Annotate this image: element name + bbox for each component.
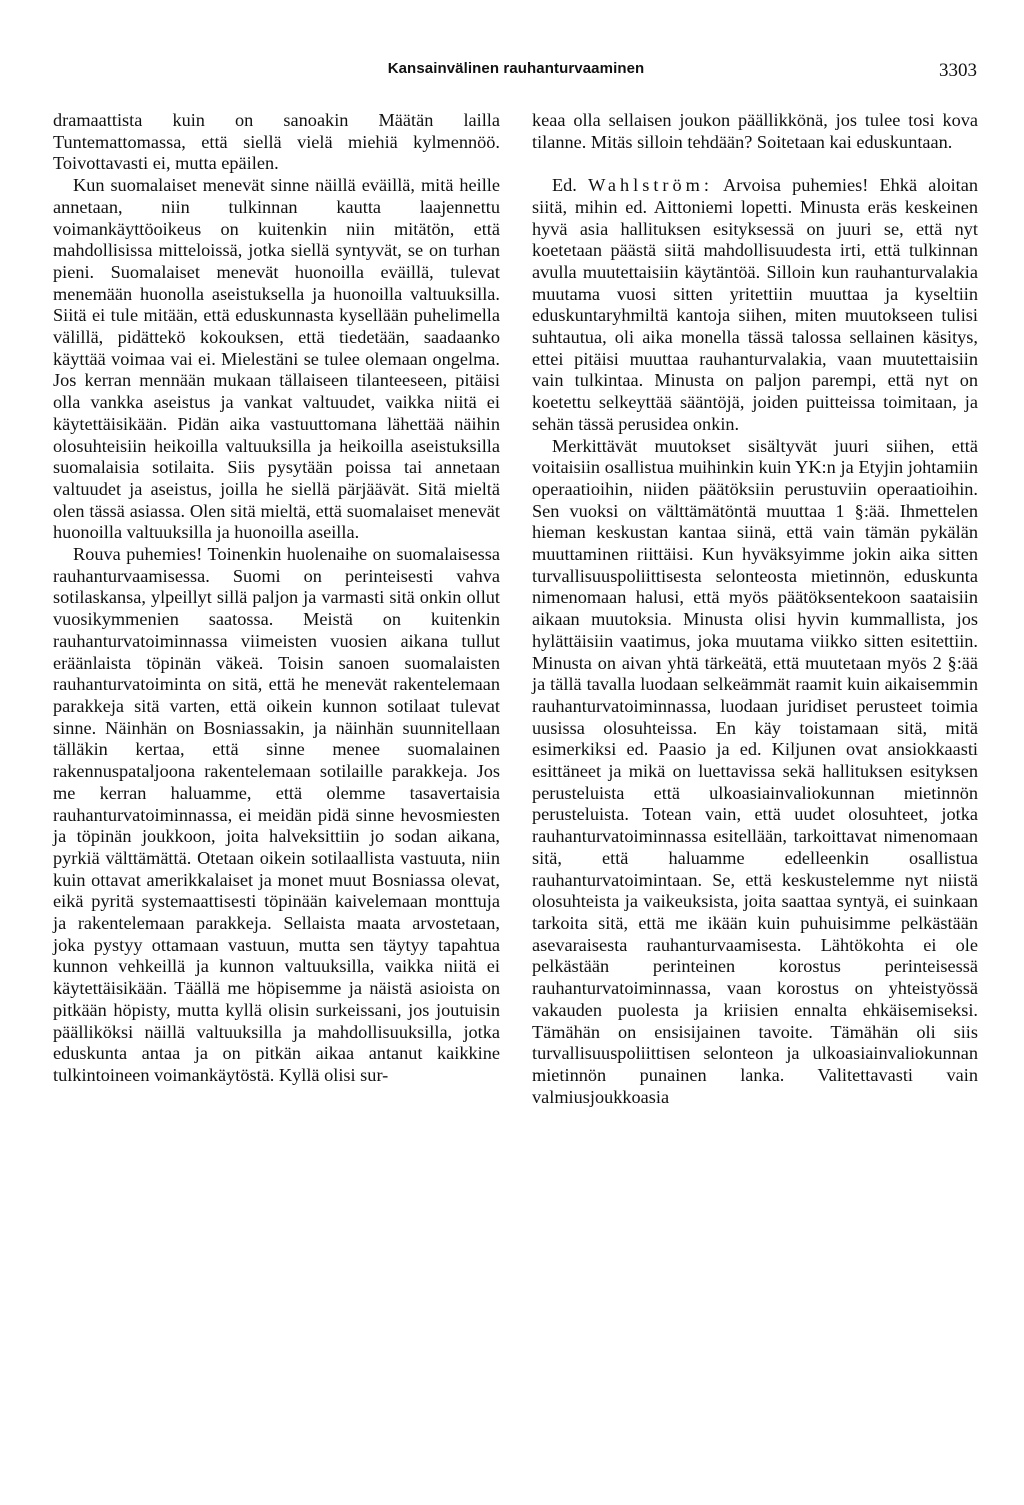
right-column (532, 110, 978, 1108)
speaker-prefix: Ed. (552, 175, 577, 196)
speaker-name: Wahlström: (588, 175, 713, 196)
running-header-title: Kansainvälinen rauhanturvaaminen (387, 60, 645, 77)
body-paragraph: keaa olla sellaisen joukon päällikkönä, jos tulee tosi kova tilanne. Mitäs silloin tehdään? Soitetaan kai eduskuntaan. (532, 110, 978, 152)
speech-paragraph (532, 175, 978, 435)
speech-text: Arvoisa puhemies! Ehkä aloitan siitä, mihin ed. Aittoniemi lopetti. Minusta eräs keskeinen hyvä asia hallituksen esityksessä on juuri se, että nyt koetetaan päästä siitä mahdollisuudesta irti, että tulkinnan avulla muutettaisiin käytäntöä. Silloin kun rauhanturvalakia muutama vuosi sitten yritettiin muuttaa ja kyseltiin eduskuntaryhmiltä kantoja siihen, miten muutokseen tulisi suhtautua, oli aika monella tässä talossa sellainen käsitys, ettei pitäisi muuttaa rauhanturvalakia, vaan muutettaisiin vain tulkintaa. Minusta on paljon parempi, että nyt on koetettu selkeyttää sääntöjä, joiden puitteissa toimitaan, ja sehän tässä perusidea onkin. (532, 175, 978, 434)
left-column (53, 110, 500, 1087)
body-paragraph: Kun suomalaiset menevät sinne näillä eväillä, mitä heille annetaan, niin tulkinnan kautta laajennettu voimankäyttöoikeus on kuitenkin niin mitätön, että mahdollisissa mitteloissä, jotka siellä syntyvät, se on turhan pieni. Suomalaiset menevät huonoilla eväillä, tulevat menemään huonolla aseistuksella ja huonoilla valtuuksilla. Siitä ei tule mitään, että eduskunnasta kysellään puhelimella välillä, pidättekö kokouksen, että tiedetään, saadaanko käyttää voimaa vai ei. Mielestäni se tulee olemaan ongelma. Jos kerran mennään mukaan tällaiseen tilanteeseen, pitäisi olla vankka aseistus ja vankat valtuudet, vaikka niitä ei käytettäisikään. Pidän aika vastuuttomana lähettää näihin olosuhteisiin heikoilla valtuuksilla ja heikoilla aseistuksilla suomalaisia sotilaita. Siis pysytään poissa tai annetaan valtuudet ja aseistus, joilla he siellä pärjäävät. Sitä mieltä olen tässä asiassa. Olen sitä mieltä, että suomalaiset menevät huonoilla valtuuksilla ja huonoilla aseilla. (53, 175, 500, 543)
body-paragraph: Rouva puhemies! Toinenkin huolenaihe on suomalaisessa rauhanturvaamisessa. Suomi on perinteisesti vahva sotilaskansa, ylpeillyt sillä paljon ja varmasti sitä onkin ollut vuosikymmenien saatossa. Meistä on kuitenkin rauhanturvatoiminnassa viimeisten vuosien aikana tullut eräänlaista töpinän väkeä. Toisin sanoen suomalaisten rauhanturvatoiminta on sitä, että he menevät rakentelemaan parakkeja sitä varten, että oikein kunnon sotilaat tulevat sinne. Näinhän on Bosniassakin, ja näinhän suunnitellaan tälläkin kertaa, että sinne menee suomalainen rakennuspataljoona rakentelemaan sotilaille parakkeja. Jos me kerran haluamme, että olemme tasavertaisia rauhanturvatoiminnassa, ei meidän pidä sinne hevosmiesten ja töpinän joukkoon, joita halveksittiin jo sodan aikana, pyrkiä välttämättä. Otetaan oikein sotilaallista vastuuta, niin kuin ottavat amerikkalaiset ja monet muut Bosniassa olevat, eikä pyritä systemaattisesti töpinään kaivelemaan monttuja ja rakentelemaan parakkeja. Sellaista maata arvostetaan, joka pystyy ottamaan vastuun, mutta sen täytyy tapahtua kunnon vehkeillä ja kunnon valtuuksilla, vaikka niitä ei käytettäisikään. Täällä me höpisemme ja näistä asioista on pitkään höpisty, mutta kyllä olisin surkeissani, jos joutuisin päälliköksi näillä valtuuksilla ja mahdollisuuksilla, jotka eduskunta antaa ja on pitkän aikaa antanut kaikkine tulkintoineen voimankäytöstä. Kyllä olisi sur- (53, 544, 500, 1085)
body-paragraph: Merkittävät muutokset sisältyvät juuri siihen, että voitaisiin osallistua muihinkin kuin YK:n ja Etyjin johtamiin operaatioihin, niiden päätöksiin perustuviin operaatioihin. Sen vuoksi on välttämätöntä muuttaa 1 §:ää. Ihmettelen hieman keskustan kantaa siinä, että vain tämän pykälän muuttaminen riittäisi. Kun hyväksyimme jokin aika sitten turvallisuuspoliittisesta selonteosta mietinnön, eduskunta nimenomaan halusi, että myös päätöksentekoon saataisiin aikaan muutoksia. Minusta olisi hyvin kummallista, jos hylättäisiin vaatimus, joka muutama viikko sitten esitettiin. Minusta on aivan yhtä tärkeätä, että muutetaan myös 2 §:ää ja tällä tavalla luodaan selkeämmät raamit kuin aikaisemmin rauhanturvatoiminnassa, luodaan juridiset perusteet toimia uusissa olosuhteissa. En käy toistamaan sitä, mitä esimerkiksi ed. Paasio ja ed. Kiljunen ovat ansiokkaasti esittäneet ja mikä on luettavissa sekä hallituksen esityksen perusteluista että ulkoasiainvaliokunnan mietinnön perusteluista. Totean vain, että uudet olosuhteet, jotka rauhanturvatoiminnassa esitellään, tarkoittavat nimenomaan sitä, että haluamme edelleenkin osallistua rauhanturvatoimintaan. Se, että keskustelemme nyt niistä olosuhteista ja vaikeuksista, joita saattaa syntyä, ei suinkaan tarkoita sitä, että me ikään kuin puhuisimme pelkästään asevaraisesta rauhanturvaamisesta. Lähtökohta ei ole pelkästään perinteinen korostus perinteisessä rauhanturvatoiminnassa, vaan korostus on yhteistyössä vakauden puolesta ja kriisien ennalta ehkäisemiseksi. Tämähän on ensisijainen tavoite. Tämähän oli siis turvallisuuspoliittisen selonteon ja ulkoasiainvaliokunnan mietinnön punainen lanka. Valitettavasti vain valmiusjoukkoasia (532, 435, 978, 1107)
page-number: 3303 (939, 60, 977, 81)
body-paragraph: dramaattista kuin on sanoakin Määtän lailla Tuntemattomassa, että siellä vielä miehiä kylmennöö. Toivottavasti ei, mutta epäilen. (53, 110, 500, 174)
